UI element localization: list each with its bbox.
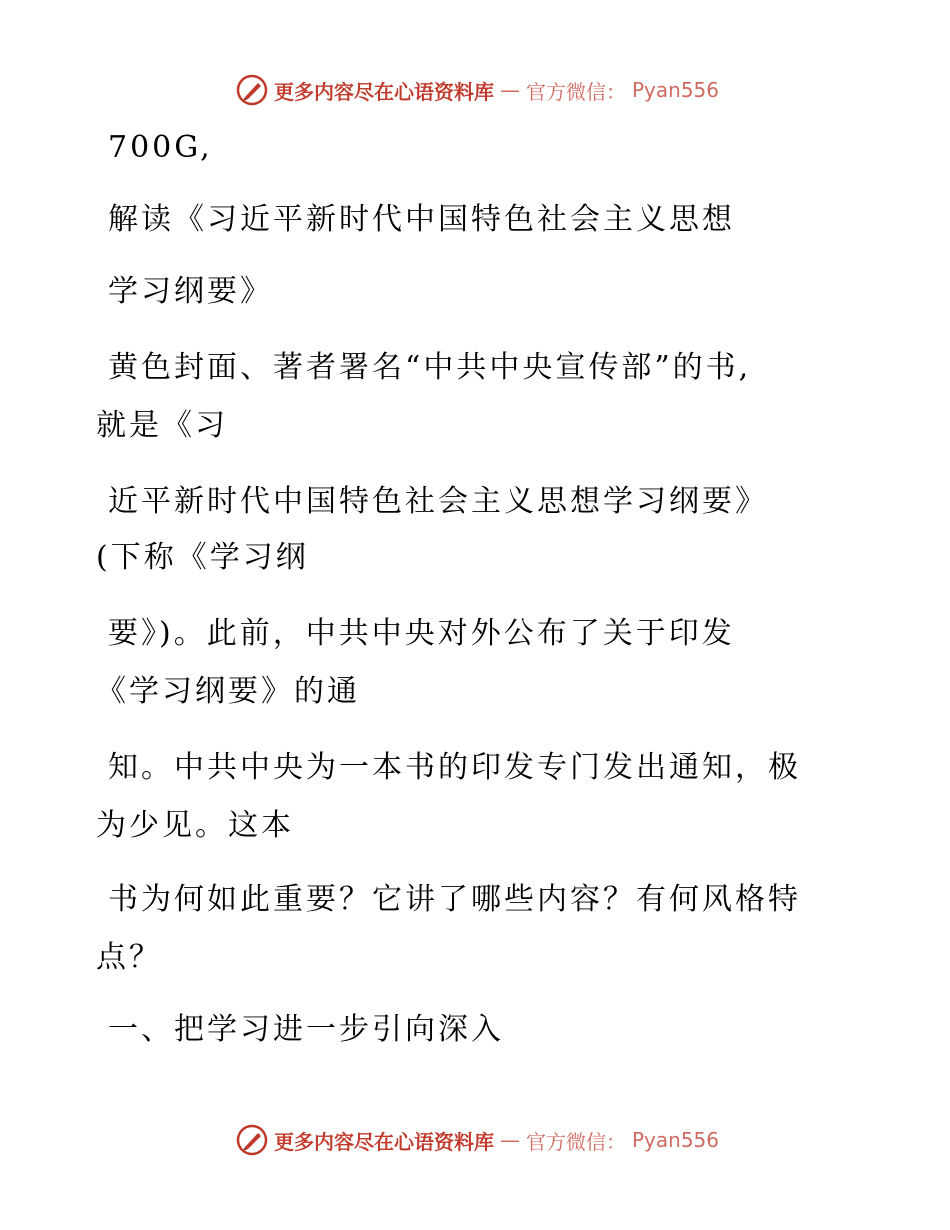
footer-watermark — [236, 1122, 719, 1158]
body-line: 黄色封面、著者署名“中共中央宣传部”的书, — [108, 350, 752, 385]
watermark-account: Pyan556 — [632, 78, 720, 102]
watermark-main-text: 更多内容尽在心语资料库 — [274, 1129, 494, 1154]
watermark-dash: — — [500, 1128, 520, 1152]
body-line: 知。中共中央为一本书的印发专门发出通知，极 — [108, 750, 801, 785]
watermark-account: Pyan556 — [632, 1128, 720, 1152]
body-line: 书为何如此重要？它讲了哪些内容？有何风格特 — [108, 882, 801, 917]
header-watermark — [236, 72, 719, 108]
watermark-sub-text: 官方微信： — [526, 79, 626, 104]
body-line: 要》)。此前，中共中央对外公布了关于印发 — [108, 616, 735, 651]
body-line: 近平新时代中国特色社会主义思想学习纲要》 — [108, 484, 768, 519]
watermark-sub-text: 官方微信： — [526, 1129, 626, 1154]
section-heading: 一、把学习进一步引向深入 — [108, 1012, 504, 1047]
pen-logo-icon — [236, 74, 268, 106]
watermark-dash: — — [500, 78, 520, 102]
body-line: (下称《学习纲 — [96, 540, 309, 575]
body-line: 点？ — [96, 940, 162, 975]
watermark-main-text: 更多内容尽在心语资料库 — [274, 79, 494, 104]
pen-logo-icon — [236, 1124, 268, 1156]
body-line: 700G, — [108, 130, 213, 165]
body-line: 解读《习近平新时代中国特色社会主义思想 — [108, 202, 735, 237]
body-line: 就是《习 — [96, 408, 228, 443]
body-line: 为少见。这本 — [96, 808, 294, 843]
body-line: 学习纲要》 — [108, 274, 273, 309]
body-line: 《学习纲要》的通 — [96, 674, 360, 709]
